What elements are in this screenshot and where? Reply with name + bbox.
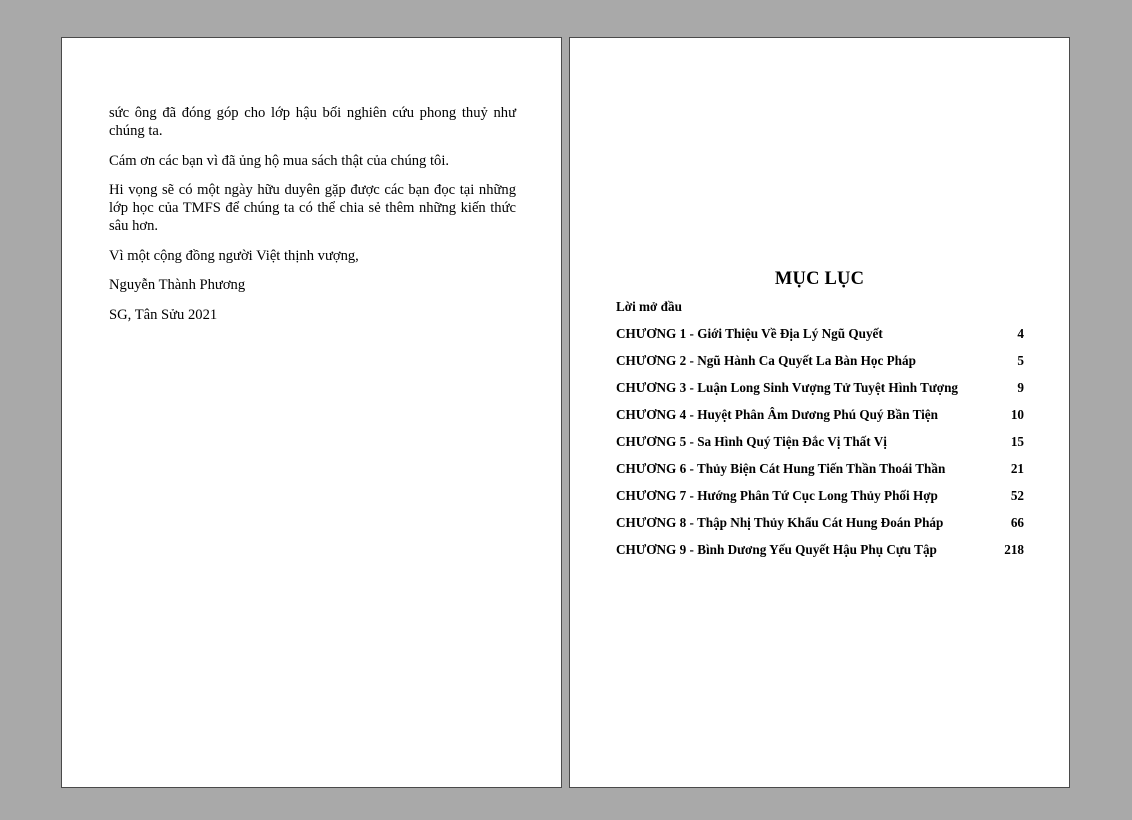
paragraph: Cám ơn các bạn vì đã ủng hộ mua sách thật của chúng tôi. [109,152,450,169]
toc-entry-label: CHƯƠNG 4 - Huyệt Phân Âm Dương Phú Quý Bần Tiện [616,407,938,422]
toc-entry-label: CHƯƠNG 1 - Giới Thiệu Về Địa Lý Ngũ Quyết [616,326,883,341]
toc-entry-label: CHƯƠNG 7 - Hướng Phân Tứ Cục Long Thủy Phối Hợp [616,488,938,503]
toc-entry-page: 218 [1004,542,1024,557]
toc-entry-label: Lời mở đầu [616,299,682,314]
author-name: Nguyễn Thành Phương [109,277,246,293]
toc-entry-label: CHƯƠNG 9 - Bình Dương Yếu Quyết Hậu Phụ Cựu Tập [616,542,937,557]
table-of-contents [616,298,1024,568]
page-body-text [109,104,516,335]
toc-title: MỤC LỤC [774,269,865,289]
toc-entry[interactable] [616,514,1024,531]
toc-entry-page: 10 [1010,407,1024,422]
toc-entry-page: 4 [1017,326,1024,341]
paragraph: Vì một cộng đồng người Việt thịnh vượng, [109,247,359,264]
toc-entry[interactable] [616,406,1024,423]
toc-entry-label: CHƯƠNG 5 - Sa Hình Quý Tiện Đắc Vị Thất Vị [616,434,887,449]
place-date: SG, Tân Sửu 2021 [109,306,218,323]
toc-entry[interactable] [616,352,1024,369]
toc-entry-page: 5 [1017,353,1024,368]
document-page-right [569,37,1070,788]
toc-entry-page: 15 [1010,434,1024,449]
toc-entry-label: CHƯƠNG 3 - Luận Long Sinh Vượng Tử Tuyệt Hình Tượng [616,380,959,395]
document-page-left [61,37,562,788]
toc-entry-page: 21 [1010,461,1024,476]
toc-entry[interactable] [616,379,1024,396]
toc-entry[interactable] [616,298,1024,315]
toc-entry-page: 66 [1010,515,1024,530]
toc-entry[interactable] [616,433,1024,450]
toc-entry-label: CHƯƠNG 6 - Thủy Biện Cát Hung Tiến Thần Thoái Thần [616,461,946,476]
toc-entry[interactable] [616,487,1024,504]
toc-entry-label: CHƯƠNG 8 - Thập Nhị Thủy Khẩu Cát Hung Đoán Pháp [616,515,944,530]
toc-entry[interactable] [616,325,1024,342]
toc-entry-page: 52 [1010,488,1024,503]
toc-entry[interactable] [616,460,1024,477]
paragraph: Hi vọng sẽ có một ngày hữu duyên gặp được các bạn đọc tại những lớp học của TMFS để chúng ta có thể chia sẻ thêm những kiến thức sâu hơn. [109,182,516,234]
toc-entry-label: CHƯƠNG 2 - Ngũ Hành Ca Quyết La Bàn Học Pháp [616,353,916,368]
toc-entry-page: 9 [1017,380,1024,395]
paragraph: sức ông đã đóng góp cho lớp hậu bối nghiên cứu phong thuỷ như chúng ta. [109,105,516,139]
toc-entry[interactable] [616,541,1024,558]
